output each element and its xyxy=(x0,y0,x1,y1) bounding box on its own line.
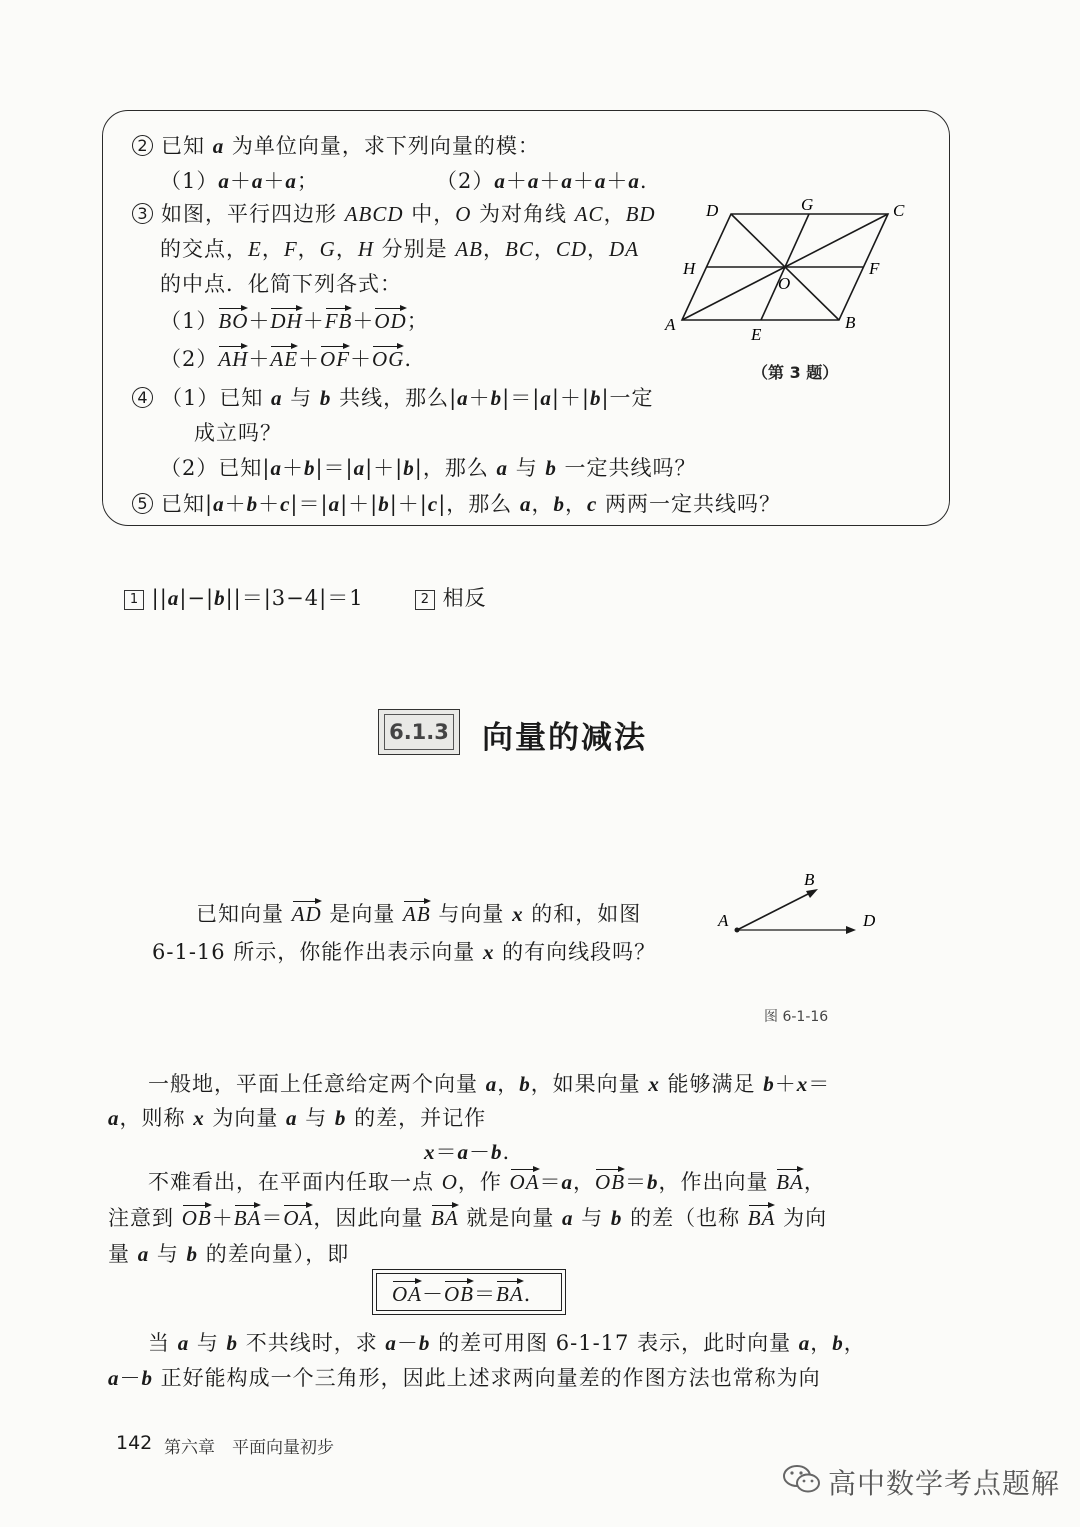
exercise-3-part-1: （1）BO＋DH＋FB＋OD； xyxy=(160,305,429,335)
exercise-number: 2 xyxy=(132,135,153,156)
label-b: B xyxy=(845,313,856,332)
intro-line-1: 已知向量 AD 是向量 AB 与向量 x 的和，如图 xyxy=(196,898,641,928)
exercise-5: 5 已知|a＋b＋c|＝|a|＋|b|＋|c|，那么 a，b，c 两两一定共线吗？ xyxy=(132,488,781,518)
label-f: F xyxy=(869,259,880,278)
exercise-2-part-2: （2）a＋a＋a＋a＋a. xyxy=(436,169,648,193)
vector-ab-arrowhead xyxy=(806,889,818,898)
exercise-3-line-1: 3 如图，平行四边形 ABCD 中，O 为对角线 AC，BD xyxy=(132,198,656,228)
vector-ab xyxy=(737,893,810,930)
boxed-formula-text: OA－OB＝BA. xyxy=(392,1278,531,1308)
body-p3-line-1: 当 a 与 b 不共线时，求 a－b 的差可用图 6-1-17 表示，此时向量 a，b， xyxy=(148,1331,866,1355)
fig16-label-a: A xyxy=(718,911,729,930)
label-e: E xyxy=(751,325,762,344)
exercise-number: 4 xyxy=(132,387,153,408)
exercise-3-line-3: 的中点．化简下列各式： xyxy=(160,272,402,296)
body-p1-line-1: 一般地，平面上任意给定两个向量 a，b，如果向量 x 能够满足 b＋x＝ xyxy=(148,1072,831,1096)
body-p2-line-1: 不难看出，在平面内任取一点 O，作 OA＝a，OB＝b，作出向量 BA， xyxy=(148,1166,826,1196)
label-o: O xyxy=(778,274,791,293)
answers-line: 1 ||a|−|b||＝|3−4|＝1 2 相反 xyxy=(124,582,487,612)
chapter-title: 平面向量初步 xyxy=(232,1438,334,1458)
body-equation: x＝a－b. xyxy=(424,1140,511,1164)
figure-6-1-16-caption: 图 6-1-16 xyxy=(764,1009,829,1025)
label-d: D xyxy=(706,201,719,220)
exercise-number: 5 xyxy=(132,493,153,514)
exercise-number: 3 xyxy=(132,203,153,224)
section-number: 6.1.3 xyxy=(384,714,454,750)
figure-6-1-16 xyxy=(710,866,890,946)
section-title: 向量的减法 xyxy=(482,720,647,756)
body-p1-line-2: a，则称 x 为向量 a 与 b 的差，并记作 xyxy=(108,1106,487,1130)
watermark-text: 高中数学考点题解 xyxy=(828,1467,1061,1500)
exercise-2: 2 已知 a 为单位向量，求下列向量的模： xyxy=(132,130,540,160)
fig16-label-d: D xyxy=(863,911,876,930)
parallelogram-figure xyxy=(655,190,915,350)
page-number: 142 xyxy=(116,1432,153,1454)
exercise-4-line-2: 成立吗？ xyxy=(194,421,282,445)
exercise-4-line-3: （2）已知|a＋b|＝|a|＋|b|，那么 a 与 b 一定共线吗？ xyxy=(160,456,697,480)
exercise-3-part-2: （2）AH＋AE＋OF＋OG. xyxy=(160,343,412,373)
label-a: A xyxy=(665,315,676,334)
section-number-box xyxy=(378,709,460,755)
body-p2-line-3: 量 a 与 b 的差向量），即 xyxy=(108,1242,350,1266)
label-c: C xyxy=(893,201,905,220)
wechat-icon xyxy=(782,1462,822,1496)
intro-line-2: 6-1-16 所示，你能作出表示向量 x 的有向线段吗？ xyxy=(152,940,657,964)
chapter-label: 第六章 xyxy=(164,1438,215,1458)
body-p3-line-2: a－b 正好能构成一个三角形，因此上述求两向量差的作图方法也常称为向 xyxy=(108,1366,821,1390)
fig16-label-b: B xyxy=(804,870,815,889)
vector-ad-arrowhead xyxy=(846,926,856,934)
label-h: H xyxy=(683,259,696,278)
answer-2: 相反 xyxy=(442,586,487,610)
exercise-4-line-1: 4 （1）已知 a 与 b 共线，那么|a＋b|＝|a|＋|b|一定 xyxy=(132,382,654,412)
body-p2-line-2: 注意到 OB＋BA＝OA，因此向量 BA 就是向量 a 与 b 的差（也称 BA 为向 xyxy=(108,1202,827,1232)
label-g: G xyxy=(801,195,814,214)
exercise-3-line-2: 的交点，E，F，G，H 分别是 AB，BC，CD，DA xyxy=(160,237,640,261)
exercise-2-part-1: （1）a＋a＋a； xyxy=(160,169,319,193)
point-a xyxy=(735,928,740,933)
answer-marker-1: 1 xyxy=(124,590,144,610)
answer-marker-2: 2 xyxy=(415,590,435,610)
figure-caption: （第 3 题） xyxy=(752,363,839,382)
